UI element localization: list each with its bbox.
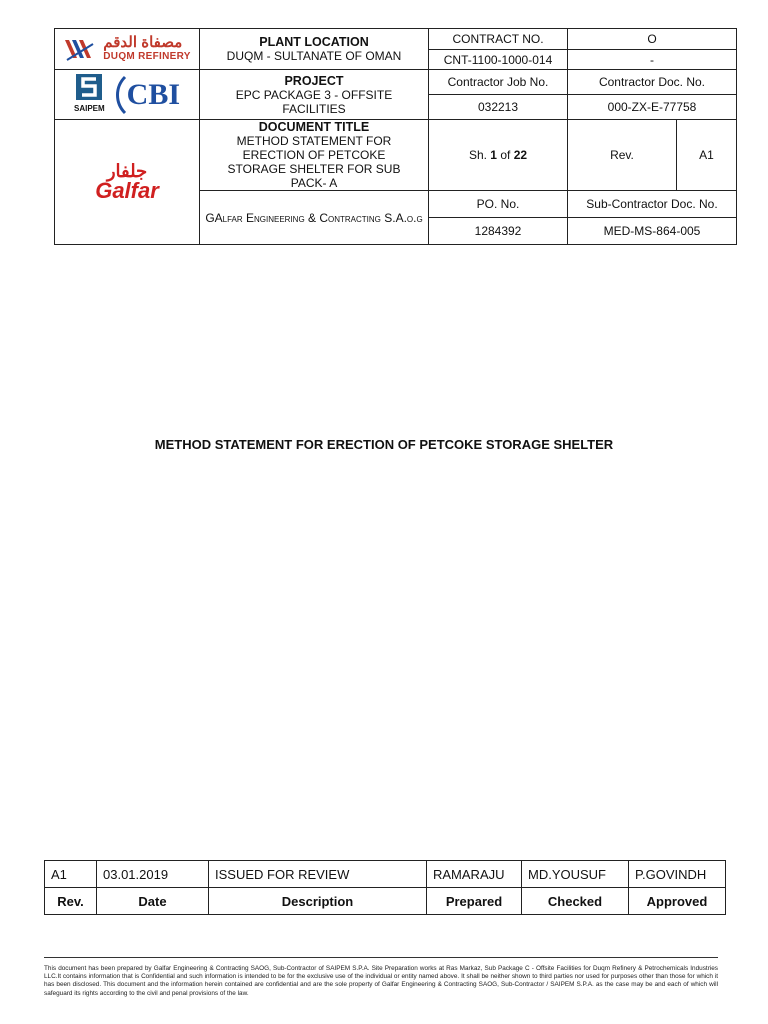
cbi-swoosh-icon xyxy=(113,75,127,115)
duqm-emblem-icon xyxy=(63,36,97,62)
revision-checked: MD.YOUSUF xyxy=(522,861,629,888)
revision-header-prepared: Prepared xyxy=(427,888,522,915)
plant-location-value: DUQM - SULTANATE OF OMAN xyxy=(226,49,402,63)
document-title-label: DOCUMENT TITLE xyxy=(258,120,370,134)
revision-header-checked: Checked xyxy=(522,888,629,915)
plant-location-cell xyxy=(200,29,429,70)
contractor-doc-label: Contractor Doc. No. xyxy=(568,70,737,95)
sheet-of: of xyxy=(500,148,511,162)
saipem-label: SAIPEM xyxy=(73,103,105,113)
top-right-sub-value: - xyxy=(568,50,737,70)
duqm-refinery-logo xyxy=(55,29,199,69)
company-name xyxy=(200,191,429,245)
top-right-value: O xyxy=(568,29,737,50)
revision-header-date: Date xyxy=(97,888,209,915)
contract-no-value: CNT-1100-1000-014 xyxy=(429,50,568,70)
galfar-logo-cell xyxy=(55,120,200,245)
po-value: 1284392 xyxy=(429,218,568,245)
revision-row xyxy=(45,861,726,888)
rev-label: Rev. xyxy=(568,120,677,191)
po-label: PO. No. xyxy=(429,191,568,218)
sheet-total: 22 xyxy=(513,148,528,162)
revision-prepared: RAMARAJU xyxy=(427,861,522,888)
contractor-job-label: Contractor Job No. xyxy=(429,70,568,95)
document-title-value: METHOD STATEMENT FOR ERECTION OF PETCOKE STORAGE SHELTER FOR SUB PACK- A xyxy=(227,134,401,190)
contract-no-label: CONTRACT NO. xyxy=(429,29,568,50)
revision-approved: P.GOVINDH xyxy=(629,861,726,888)
project-label: PROJECT xyxy=(284,73,344,88)
revision-description: ISSUED FOR REVIEW xyxy=(209,861,427,888)
galfar-arabic-name: جلفار xyxy=(106,161,148,181)
sheet-prefix: Sh. xyxy=(468,148,487,162)
galfar-english-name: Galfar xyxy=(95,178,159,203)
plant-location-label: PLANT LOCATION xyxy=(259,35,369,49)
document-main-title: METHOD STATEMENT FOR ERECTION OF PETCOKE STORAGE SHELTER xyxy=(154,437,614,452)
saipem-logo xyxy=(74,74,105,116)
sheet-cell xyxy=(429,120,568,191)
revision-header-approved: Approved xyxy=(629,888,726,915)
duqm-english-name: DUQM REFINERY xyxy=(103,51,191,62)
footer-divider xyxy=(44,957,718,958)
revision-date: 03.01.2019 xyxy=(97,861,209,888)
project-value: EPC PACKAGE 3 - OFFSITE FACILITIES xyxy=(235,87,393,116)
saipem-emblem-icon xyxy=(76,74,102,100)
revision-rev: A1 xyxy=(45,861,97,888)
revision-header-rev: Rev. xyxy=(45,888,97,915)
rev-value: A1 xyxy=(677,120,737,191)
revision-header-description: Description xyxy=(209,888,427,915)
galfar-logo xyxy=(55,153,199,211)
sheet-current: 1 xyxy=(490,148,497,162)
project-cell xyxy=(200,70,429,120)
document-title-cell xyxy=(200,120,429,191)
saipem-cbi-logo-cell xyxy=(55,70,200,120)
revision-table xyxy=(44,860,726,915)
document-header-table xyxy=(54,28,737,245)
cbi-logo: CBI xyxy=(126,77,181,111)
subcontractor-doc-label: Sub-Contractor Doc. No. xyxy=(568,191,737,218)
revision-header-row xyxy=(45,888,726,915)
contractor-doc-value: 000-ZX-E-77758 xyxy=(568,95,737,120)
contractor-job-value: 032213 xyxy=(429,95,568,120)
confidentiality-disclaimer: This document has been prepared by Galfar Engineering & Contracting SAOG, Sub-Contractor of SAIPEM S.P.A. Site Preparation works at Ras Markaz, Sub Package C - Offsite Facilities for Duqm Refinery & Petrochemicals Industries LLC.It contains information that is Confidential and such information is intended to be for the exclusive use of the individual or entity named above. It shall be neither shown to third parties nor used for purposes other than those for which it has been disclosed. This document and the information herein contained are confidential and are the sole property of Galfar Engineering & Contracting SAOG, Sub-Contractor / SAIPEM S.P.A. as the case may be and each of which will safeguard its rights according to the civil and penal provisions of the law. xyxy=(44,965,718,997)
duqm-refinery-logo-cell xyxy=(55,29,200,70)
subcontractor-doc-value: MED-MS-864-005 xyxy=(568,218,737,245)
duqm-arabic-name: مصفاة الدقم xyxy=(103,34,183,51)
company-name-text: GAlfar Engineering & Contracting S.A.o.g xyxy=(205,210,423,225)
